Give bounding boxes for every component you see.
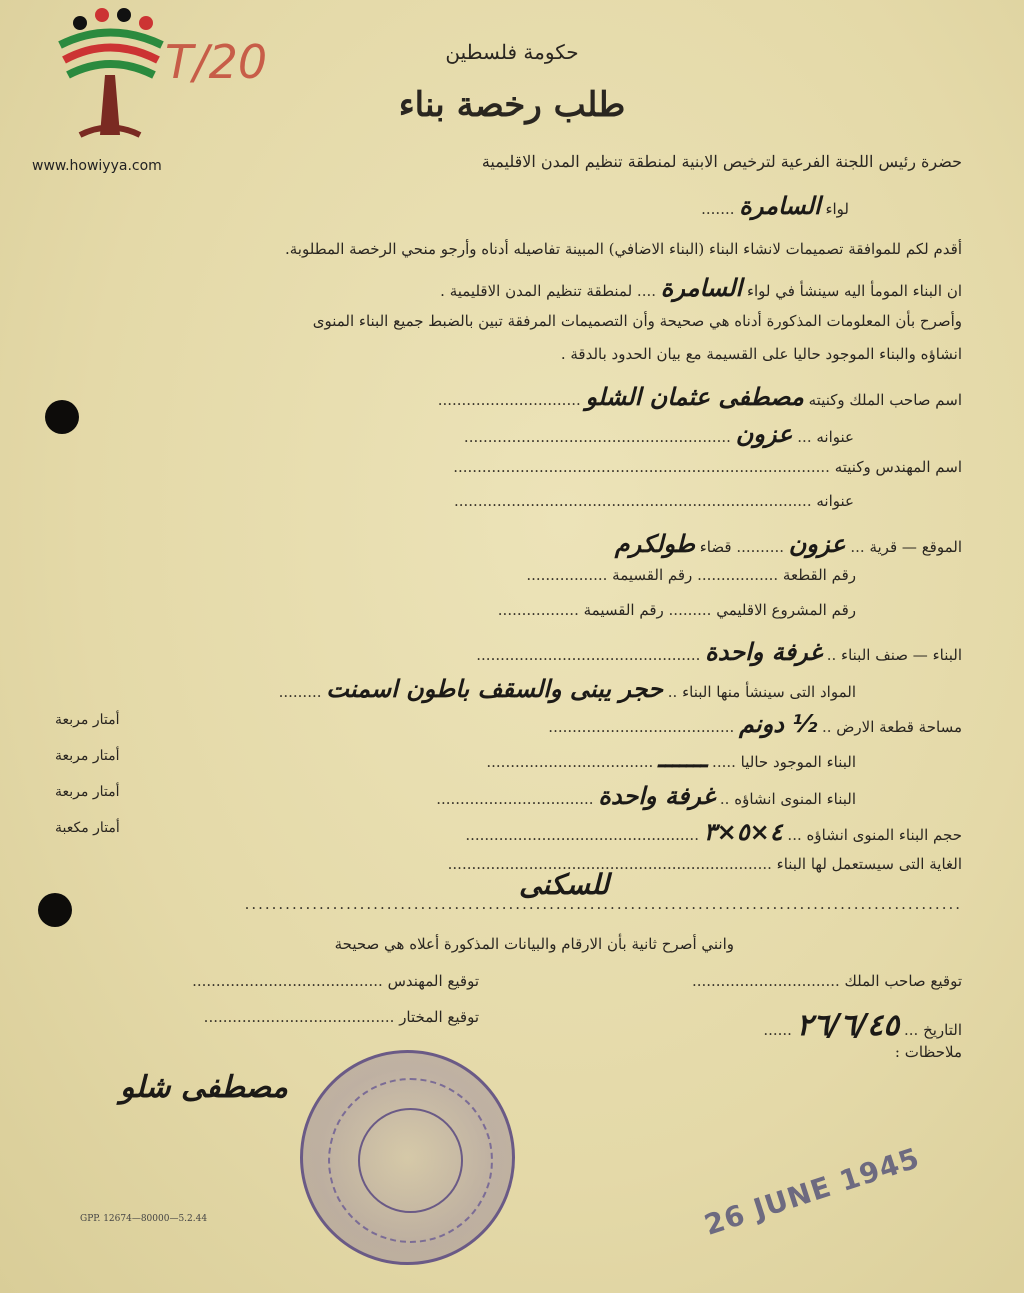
engineer-address-label: عنوانه (816, 492, 854, 510)
punch-hole-top (45, 400, 79, 434)
government-heading: حكومة فلسطين (445, 40, 579, 64)
regional-scheme-label: رقم المشروع الاقليمي (716, 601, 856, 619)
unit-proposed: أمتار مربعة (55, 784, 120, 800)
declaration: وانني أصرح ثانية بأن الارقام والبيانات المذكورة أعلاه هي صحيحة (334, 935, 734, 953)
date-row: التاريخ ... ٢٦/٦/٤٥ ...... (763, 1008, 962, 1043)
district-line: لواء السامرة ....... (701, 192, 849, 220)
materials-value: حجر يبنى والسقف باطون اسمنت (326, 675, 663, 703)
purpose-label: الغاية التى سيستعمل لها البناء (776, 855, 962, 873)
engineer-address-row: عنوانه ........................................................................... (453, 492, 854, 510)
official-seal-stamp (300, 1050, 515, 1265)
engineer-row: اسم المهندس وكنيته ............................................................................... (453, 458, 962, 476)
subdistrict-value: طولكرم (614, 530, 695, 558)
district-label: لواء (825, 200, 849, 218)
materials-row: المواد التى سينشأ منها البناء .. حجر يبنى والسقف باطون اسمنت ......... (278, 675, 856, 703)
owner-signature-row: توقيع صاحب الملك ............................... (691, 972, 962, 990)
volume-label: حجم البناء المنوى انشاؤه (806, 826, 962, 844)
existing-row: البناء الموجود حاليا ..... ـــــــ ................................... (486, 745, 856, 773)
materials-label: المواد التى سينشأ منها البناء (682, 683, 856, 701)
punch-hole-bottom (38, 893, 72, 927)
village-label: قرية (869, 538, 898, 556)
land-area-row: مساحة قطعة الارض .. ½ دونم ....................................... (548, 710, 962, 738)
building-type-value: غرفة واحدة (705, 638, 822, 666)
para-2-suffix: لمنطقة تنظيم المدن الاقليمية . (440, 282, 633, 300)
location-label: الموقع (921, 538, 962, 556)
form-title: طلب رخصة بناء (398, 85, 626, 125)
owner-address-label: عنوانه (816, 428, 854, 446)
location-row: الموقع — قرية ... عزون .......... قضاء طولكرم (614, 530, 962, 558)
existing-label: البناء الموجود حاليا (740, 753, 856, 771)
para-3-line-2: انشاؤه والبناء الموجود حاليا على القسيمة مع بيان الحدود بالدقة . (560, 345, 962, 363)
receipt-date-stamp: 26 JUNE 1945 (700, 1141, 924, 1242)
block-label: رقم القطعة (782, 566, 856, 584)
printer-mark: GPP. 12674—80000—5.2.44 (80, 1214, 208, 1224)
unit-volume: أمتار مكعبة (55, 820, 120, 836)
owner-signature-label: توقيع صاحب الملك (844, 972, 962, 990)
watermark-url: www.howiyya.com (32, 158, 162, 174)
subdistrict-label: قضاء (699, 538, 732, 556)
date-value: ٢٦/٦/٤٥ (796, 1008, 900, 1043)
parcel-label-2: رقم القسيمة (583, 601, 664, 619)
addressee: حضرة رئيس اللجنة الفرعية لترخيص الابنية لمنطقة تنظيم المدن الاقليمية (481, 152, 962, 171)
building-type-row: البناء — صنف البناء .. غرفة واحدة ............................................... (476, 638, 962, 666)
district-value: السامرة (739, 192, 821, 220)
volume-row: حجم البناء المنوى انشاؤه ... ٤×٥×٣ ................................................. (465, 818, 962, 846)
mukhtar-signature-row: توقيع المختار ........................................ (203, 1008, 479, 1026)
para-2: ان البناء المومأ اليه سينشأ في لواء السامرة .... لمنطقة تنظيم المدن الاقليمية . (440, 274, 962, 302)
volume-value: ٤×٥×٣ (703, 818, 783, 846)
land-area-label: مساحة قطعة الارض (836, 718, 962, 736)
owner-label: اسم صاحب الملك وكنيته (808, 391, 962, 409)
building-label: البناء (932, 646, 962, 664)
existing-value: ـــــــ (658, 745, 708, 773)
file-number: T/20 (165, 35, 268, 89)
engineer-signature-label: توقيع المهندس (387, 972, 479, 990)
land-area-value: ½ دونم (739, 710, 818, 738)
para-3-line-1: وأصرح بأن المعلومات المذكورة أدناه هي صحيحة وأن التصميمات المرفقة تبين بالضبط جميع البناء المنوى (312, 312, 962, 330)
notes-label: ملاحظات : (894, 1043, 962, 1061)
proposed-row: البناء المنوى انشاؤه .. غرفة واحدة ................................. (436, 782, 856, 810)
proposed-value: غرفة واحدة (598, 782, 716, 810)
purpose-row: الغاية التى سيستعمل لها البناء .................................................................... (447, 855, 962, 873)
mukhtar-signature-label: توقيع المختار (399, 1008, 479, 1026)
para-1: أقدم لكم للموافقة تصميمات لانشاء البناء (البناء الاضافي) المبينة تفاصيله أدناه وأرجو منحي الرخصة المطلوبة. (285, 240, 962, 258)
proposed-label: البناء المنوى انشاؤه (734, 790, 856, 808)
para-2-prefix: ان البناء المومأ اليه سينشأ في لواء (746, 282, 962, 300)
village-value: عزون (788, 530, 846, 558)
handwritten-signature: مصطفى شلو (120, 1070, 288, 1105)
parcel-label: رقم القسيمة (612, 566, 693, 584)
owner-address-value: عزون (735, 420, 793, 448)
owner-row: اسم صاحب الملك وكنيته مصطفى عثمان الشلو .............................. (437, 383, 962, 411)
unit-existing: أمتار مربعة (55, 748, 120, 764)
engineer-signature-row: توقيع المهندس ........................................ (192, 972, 479, 990)
building-type-label: صنف البناء (841, 646, 909, 664)
date-label: التاريخ (923, 1021, 962, 1039)
engineer-label: اسم المهندس وكنيته (834, 458, 962, 476)
regional-scheme-row: رقم المشروع الاقليمي ......... رقم القسيمة ................. (497, 601, 856, 619)
block-row: رقم القطعة ................. رقم القسيمة ................. (526, 566, 856, 584)
blank-dotted-line: .......................................................................................................... (244, 895, 962, 913)
unit-land-area: أمتار مربعة (55, 712, 120, 728)
howiyya-logo (50, 5, 170, 155)
owner-address-row: عنوانه ... عزون ........................................................ (463, 420, 854, 448)
owner-value: مصطفى عثمان الشلو (585, 383, 804, 411)
para-2-district: السامرة (660, 274, 743, 302)
purpose-value: للسكنى (518, 868, 609, 901)
